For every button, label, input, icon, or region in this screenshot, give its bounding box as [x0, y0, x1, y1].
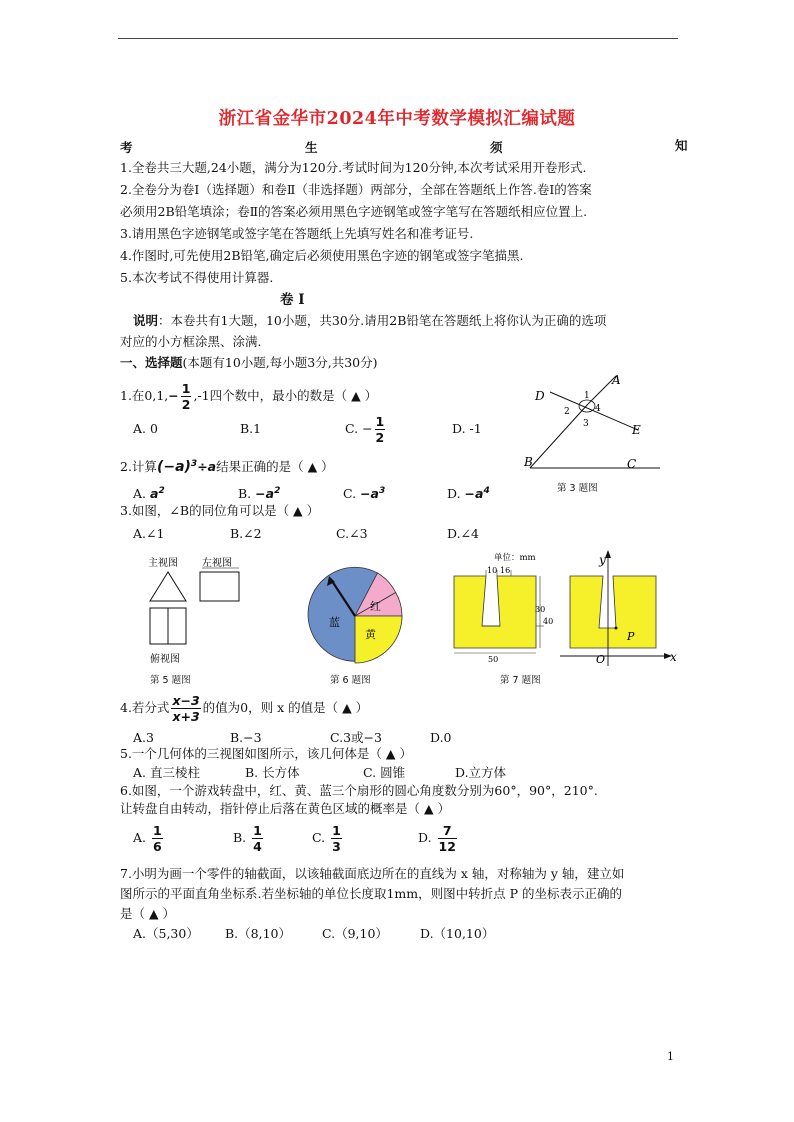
q2-exp: 3 — [190, 459, 198, 469]
q2-c-base: −a — [360, 486, 379, 502]
q6-c-num: 1 — [332, 823, 341, 838]
notice-item: 必须用2B铅笔填涂；卷Ⅱ的答案必须用黑色字迹钢笔或签字笔写在答题纸相应位置上. — [120, 204, 588, 219]
label-d: D — [535, 389, 545, 403]
fig7-unit: 单位：mm — [494, 553, 536, 563]
q6-b-num: 1 — [253, 823, 262, 838]
q2-d-exp: 4 — [483, 486, 490, 496]
notice-item: 1.全卷共三大题,24小题，满分为120分.考试时间为120分钟,本次考试采用开卷形式. — [120, 160, 587, 175]
q4-num: x−3 — [172, 693, 200, 708]
q1-option-a[interactable]: A. 0 — [133, 421, 158, 436]
q3-figure — [520, 368, 670, 478]
q7-option-b[interactable]: B.（8,10） — [225, 926, 291, 941]
fig5-three-views — [140, 552, 250, 670]
q1-c-den: 2 — [375, 430, 385, 445]
line-ba — [530, 404, 588, 468]
section-title — [120, 355, 377, 371]
q5-option-c[interactable]: C. 圆锥 — [363, 765, 406, 780]
q6-option-c[interactable] — [312, 820, 344, 856]
q5-option-a[interactable]: A. 直三棱柱 — [133, 765, 200, 780]
fig5-left-view-rect — [200, 572, 239, 601]
page-title: 浙江省金华市2024年中考数学模拟汇编试题 — [218, 109, 576, 129]
q6-a-frac — [152, 823, 163, 854]
q2-expr: (−a) — [156, 459, 191, 476]
fig5-left-view-label: 左视图 — [202, 558, 232, 569]
q2-a-label: A. — [133, 486, 147, 502]
q7-option-c[interactable]: C.（9,10） — [322, 926, 388, 941]
q1-stem-b: ,-1四个数中，最小的数是（ ▲ ） — [193, 388, 378, 403]
q6-stem-2: 让转盘自由转动，指针停止后落在黄色区域的概率是（ ▲ ） — [120, 801, 451, 816]
q3-option-b[interactable]: B.∠2 — [230, 526, 262, 541]
q4-den: x+3 — [172, 709, 200, 724]
label-2: 2 — [564, 407, 570, 417]
q6-c-frac — [331, 823, 342, 854]
q6-b-frac — [252, 823, 263, 854]
fig5-top-view-label: 俯视图 — [150, 654, 180, 665]
q6-a-num: 1 — [153, 823, 162, 838]
q1-frac-num: 1 — [181, 381, 191, 396]
q1-option-d[interactable]: D. -1 — [452, 421, 482, 436]
q2-d-base: −a — [464, 486, 484, 502]
q2-b-exp: 2 — [274, 486, 281, 496]
q2-a-exp: 2 — [158, 486, 165, 496]
q7-stem-3: 是（ ▲ ） — [120, 906, 176, 921]
notice-heading-char: 考 — [120, 140, 133, 155]
header-rule — [118, 38, 678, 39]
label-e: E — [632, 423, 641, 437]
q3-stem: 3.如图，∠B的同位角可以是（ ▲ ） — [120, 503, 320, 518]
q1-stem — [120, 378, 377, 414]
q2-stem-a: 2.计算 — [120, 459, 157, 475]
q6-d-label: D. — [418, 830, 432, 845]
fig7-y-arrow — [605, 550, 611, 558]
label-red: 红 — [370, 600, 381, 613]
label-4: 4 — [595, 404, 601, 414]
fig7-dim-16: 16 — [500, 566, 511, 575]
q2-option-b[interactable] — [238, 483, 280, 502]
q1-option-c-label: C. − — [345, 421, 373, 436]
fig6-spinner — [305, 566, 405, 666]
q3-option-a[interactable]: A.∠1 — [133, 526, 165, 541]
q7-stem-2: 图所示的平面直角坐标系.若坐标轴的单位长度取1mm，则图中转折点 P 的坐标表示正确的 — [120, 886, 622, 901]
q7-stem-1: 7.小明为画一个零件的轴截面，以该轴截面底边所在的直线为 x 轴，对称轴为 y 轴，建立如 — [120, 866, 625, 881]
q6-a-label: A. — [133, 830, 147, 845]
sector-yellow — [355, 616, 402, 663]
q1-c-num: 1 — [375, 414, 385, 429]
q2-c-label: C. — [343, 486, 357, 502]
q1-option-b[interactable]: B.1 — [240, 421, 262, 436]
fig7-point-p — [615, 627, 618, 630]
fig5-main-view-label: 主视图 — [148, 558, 178, 569]
q3-option-c[interactable]: C.∠3 — [336, 526, 368, 541]
q6-d-frac — [438, 823, 457, 854]
q2-option-a[interactable] — [133, 483, 165, 502]
note-text: ：本卷共有1大题，10小题，共30分.请用2B铅笔在答题纸上将你认为正确的选项 — [158, 313, 607, 328]
q2-div: ÷a — [197, 459, 217, 475]
volume-heading: 卷 Ⅰ — [280, 292, 305, 308]
fig7-p-label: P — [627, 630, 635, 643]
notice-heading-char: 须 — [490, 140, 503, 155]
q6-d-num: 7 — [438, 823, 457, 839]
q4-option-c[interactable]: C.3或−3 — [330, 730, 382, 745]
label-3: 3 — [583, 419, 589, 429]
notice-heading-char: 知 — [675, 138, 688, 153]
q2-a-base: a — [150, 486, 159, 502]
q6-stem-1: 6.如图，一个游戏转盘中，红、黄、蓝三个扇形的圆心角度数分别为60°，90°，210°. — [120, 783, 598, 798]
q4-stem-b: 的值为0，则 x 的值是（ ▲ ） — [202, 700, 369, 715]
notice-item: 3.请用黑色字迹钢笔或签字笔在答题纸上先填写姓名和准考证号. — [120, 226, 474, 241]
label-b: B — [524, 455, 533, 469]
fig5-caption: 第 5 题图 — [150, 675, 191, 686]
notice-heading — [120, 138, 688, 155]
q5-option-d[interactable]: D.立方体 — [455, 765, 507, 780]
q2-stem — [120, 456, 334, 475]
q4-option-d[interactable]: D.0 — [430, 730, 452, 745]
q2-option-c[interactable] — [343, 483, 385, 502]
q2-stem-b: 结果正确的是（ ▲ ） — [216, 459, 334, 475]
q1-frac-den: 2 — [181, 397, 191, 412]
q4-stem-a: 4.若分式 — [120, 700, 170, 715]
fig7-dim-30: 30 — [535, 605, 546, 614]
label-a: A — [612, 373, 621, 387]
section-desc: (本题有10小题,每小题3分,共30分) — [182, 355, 378, 370]
fig7-dim-40: 40 — [543, 617, 554, 626]
q5-stem: 5.一个几何体的三视图如图所示，该几何体是（ ▲ ） — [120, 746, 412, 761]
q7-option-a[interactable]: A.（5,30） — [133, 926, 199, 941]
q6-option-b[interactable] — [233, 820, 265, 856]
q3-caption: 第 3 题图 — [557, 483, 598, 494]
q6-c-den: 3 — [332, 839, 341, 854]
fig5-main-view-triangle — [150, 572, 186, 601]
page-number: 1 — [667, 1050, 674, 1063]
q6-d-den: 12 — [438, 839, 456, 854]
fig7-caption: 第 7 题图 — [500, 675, 541, 686]
q2-d-label: D. — [447, 486, 461, 502]
q3-option-d[interactable]: D.∠4 — [447, 526, 479, 541]
q2-option-d[interactable] — [447, 483, 490, 502]
q1-option-c[interactable] — [345, 413, 387, 445]
q1-neg: − — [168, 388, 179, 403]
label-1: 1 — [584, 391, 590, 401]
q6-option-d[interactable] — [418, 820, 459, 856]
fig7-origin-label: O — [596, 653, 606, 666]
fig7-dim-50: 50 — [488, 655, 499, 664]
q4-fraction — [171, 693, 200, 724]
q6-c-label: C. — [312, 830, 326, 845]
q1-option-c-fraction — [375, 414, 386, 445]
q2-c-exp: 3 — [379, 486, 386, 496]
notice-item: 4.作图时,可先使用2B铅笔,确定后必须使用黑色字迹的钢笔或签字笔描黑. — [120, 248, 524, 263]
q2-b-base: −a — [255, 486, 275, 502]
fig7-figure — [448, 548, 688, 670]
q6-a-den: 6 — [153, 839, 162, 854]
notice-item: 5.本次考试不得使用计算器. — [120, 270, 274, 285]
q6-option-a[interactable] — [133, 820, 165, 856]
q6-b-den: 4 — [253, 839, 262, 854]
fig7-dim-10: 10 — [487, 566, 498, 575]
q4-option-b[interactable]: B.−3 — [230, 730, 262, 745]
fig7-right-part — [570, 576, 656, 648]
q7-option-d[interactable]: D.（10,10） — [420, 926, 495, 941]
q6-b-label: B. — [233, 830, 247, 845]
fig7-x-label: x — [670, 650, 677, 664]
fig6-caption: 第 6 题图 — [330, 675, 371, 686]
q2-b-label: B. — [238, 486, 252, 502]
note-label: 说明 — [133, 313, 159, 328]
q4-stem — [120, 690, 368, 726]
notice-item: 2.全卷分为卷Ⅰ（选择题）和卷Ⅱ（非选择题）两部分，全部在答题纸上作答.卷Ⅰ的答案 — [120, 182, 592, 197]
volume-note — [133, 313, 606, 329]
q4-option-a[interactable]: A.3 — [133, 730, 154, 745]
label-c: C — [627, 457, 637, 471]
q1-fraction — [181, 381, 192, 412]
label-blue: 蓝 — [329, 616, 340, 629]
fig7-left-part — [454, 576, 536, 648]
fig7-y-label: y — [599, 553, 606, 567]
volume-note-cont: 对应的小方框涂黑、涂满. — [120, 334, 262, 349]
section-title-label: 一、选择题 — [120, 355, 183, 370]
q1-stem-a: 1.在0,1, — [120, 388, 169, 403]
label-yellow: 黄 — [365, 628, 376, 641]
notice-heading-char: 生 — [305, 140, 318, 155]
q5-option-b[interactable]: B. 长方体 — [245, 765, 300, 780]
